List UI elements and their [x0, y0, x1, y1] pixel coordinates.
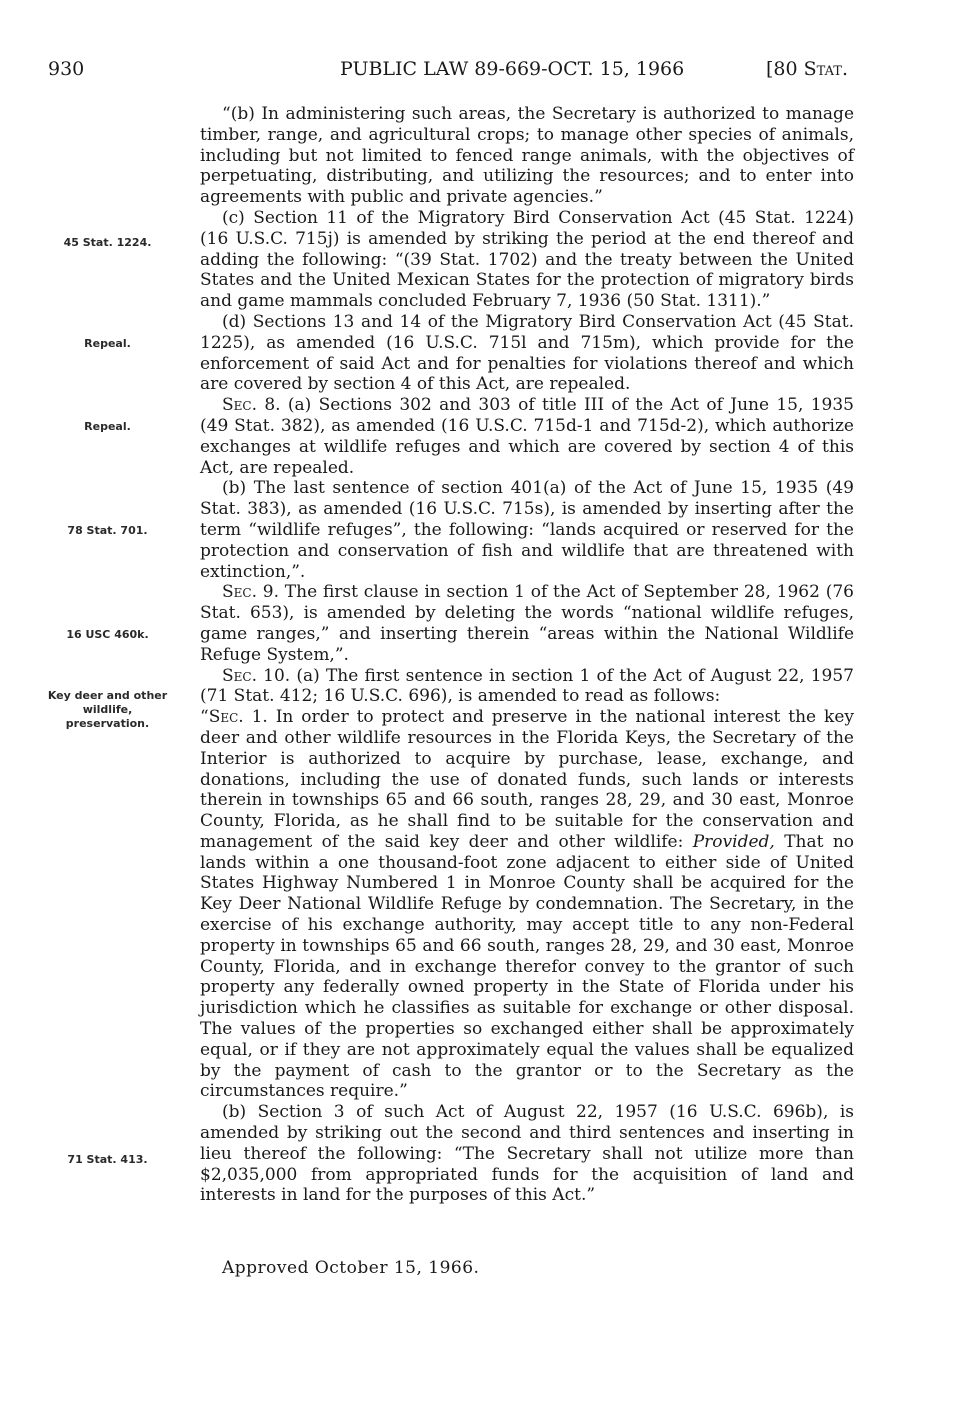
section-text-part-b: That no lands within a one thousand-foot zone adjacent to either side of United States Highway Numbered 1 in Monroe County shall be acquired for the Key Deer National Wildlife Refuge by condemnation. The Secretary, in the exercise of his exchange authority, may accept title to any non-Federal property in townships 65 and 66 south, ranges 28, 29, and 30 east, Monroe County, Florida, and in exchange therefor convey to the grantor of such property any federally owned property in the State of Florida under his jurisdiction which he classifies as suitable for exchange or other disposal. The values of the properties so exchanged either shall be approximately equal, or if they are not approximately equal the values shall be equalized by the payment of cash to the grantor or to the Secretary as the circumstances require.”	[200, 831, 855, 1102]
body-text	[200, 104, 854, 1206]
section-label: Sec. 8.	[222, 395, 281, 416]
paragraph-quoted-sec-1	[200, 707, 854, 1102]
section-text: (a) The first sentence in section 1 of the Act of August 22, 1957 (71 Stat. 412; 16 U.S.C. 696), is amended to read as follows:	[200, 665, 854, 707]
section-text-part-a: In order to protect and preserve in the national interest the key deer and other wildlife resources in the Florida Keys, the Secretary of the Interior is authorized to acquire by purchase, lease, exchange, and donations, including the use of donated funds, such lands or interests therein in townships 65 and 66 south, ranges 28, 29, and 30 east, Monroe County, Florida, as he shall find to be suitable for the conservation and management of the said key deer and other wildlife:	[200, 707, 854, 852]
paragraph-sec-8-b: (b) The last sentence of section 401(a) of the Act of June 15, 1935 (49 Stat. 383), as amended (16 U.S.C. 715s), is amended by inserting after the term “wildlife refuges”, the following: “lands acquired or reserved for the protection and conservation of fish and wildlife that are threatened with extinction,”.	[200, 478, 854, 582]
provided-italic: Provided,	[692, 831, 775, 852]
paragraph-sec-9	[200, 582, 854, 665]
open-quote: “	[200, 707, 209, 728]
section-label: Sec. 1.	[208, 707, 268, 728]
margin-note-key-deer: Key deer and other wildlife, preservation.	[47, 689, 168, 730]
paragraph-sec-8	[200, 395, 854, 478]
margin-note-16-usc-460k: 16 USC 460k.	[66, 628, 149, 641]
margin-note-repeal-1: Repeal.	[84, 337, 131, 350]
statute-volume-label: Stat.	[803, 58, 849, 80]
statute-volume-number: [80	[766, 58, 798, 80]
paragraph-b-administering: “(b) In administering such areas, the Secretary is authorized to manage timber, range, and agricultural crops; to manage other species of animals, including but not limited to fenced range animals, with the objectives of perpetuating, distributing, and utilizing the resources; and to enter into agreements with public and private agencies.”	[200, 104, 854, 208]
approval-date: Approved October 15, 1966.	[222, 1258, 480, 1278]
section-label: Sec. 10.	[222, 665, 291, 686]
margin-note-45-stat-1224: 45 Stat. 1224.	[63, 236, 152, 249]
running-title: PUBLIC LAW 89-669-OCT. 15, 1966	[340, 58, 685, 80]
section-text: (a) Sections 302 and 303 of title III of the Act of June 15, 1935 (49 Stat. 382), as amended (16 U.S.C. 715d-1 and 715d-2), which authorize exchanges at wildlife refuges and which are covered by section 4 of this Act, are repealed.	[200, 395, 854, 478]
section-label: Sec. 9.	[222, 582, 280, 603]
section-text: The first clause in section 1 of the Act of September 28, 1962 (76 Stat. 653), is amended by deleting the words “national wildlife refuges, game ranges,” and inserting therein “areas within the National Wildlife Refuge System,”.	[200, 582, 854, 665]
statute-volume	[766, 58, 848, 80]
paragraph-d-sections-13-14: (d) Sections 13 and 14 of the Migratory Bird Conservation Act (45 Stat. 1225), as amended (16 U.S.C. 715l and 715m), which provide for the enforcement of said Act and for penalties for violations thereof and which are covered by section 4 of this Act, are repealed.	[200, 311, 854, 395]
margin-note-78-stat-701: 78 Stat. 701.	[67, 524, 148, 537]
paragraph-c-section-11: (c) Section 11 of the Migratory Bird Conservation Act (45 Stat. 1224) (16 U.S.C. 715j) is amended by striking the period at the end thereof and adding the following: “(39 Stat. 1702) and the treaty between the United States and the United Mexican States for the protection of migratory birds and game mammals concluded February 7, 1936 (50 Stat. 1311).”	[200, 207, 854, 312]
paragraph-sec-10	[200, 666, 854, 708]
margin-note-71-stat-413: 71 Stat. 413.	[67, 1153, 148, 1166]
paragraph-sec-10-b: (b) Section 3 of such Act of August 22, 1957 (16 U.S.C. 696b), is amended by striking out the second and third sentences and inserting in lieu thereof the following: “The Secretary shall not utilize more than $2,035,000 from appropriated funds for the acquisition of land and interests in land for the purposes of this Act.”	[200, 1102, 854, 1206]
margin-note-repeal-2: Repeal.	[84, 420, 131, 433]
page-header	[0, 58, 961, 88]
page-number: 930	[48, 58, 85, 80]
